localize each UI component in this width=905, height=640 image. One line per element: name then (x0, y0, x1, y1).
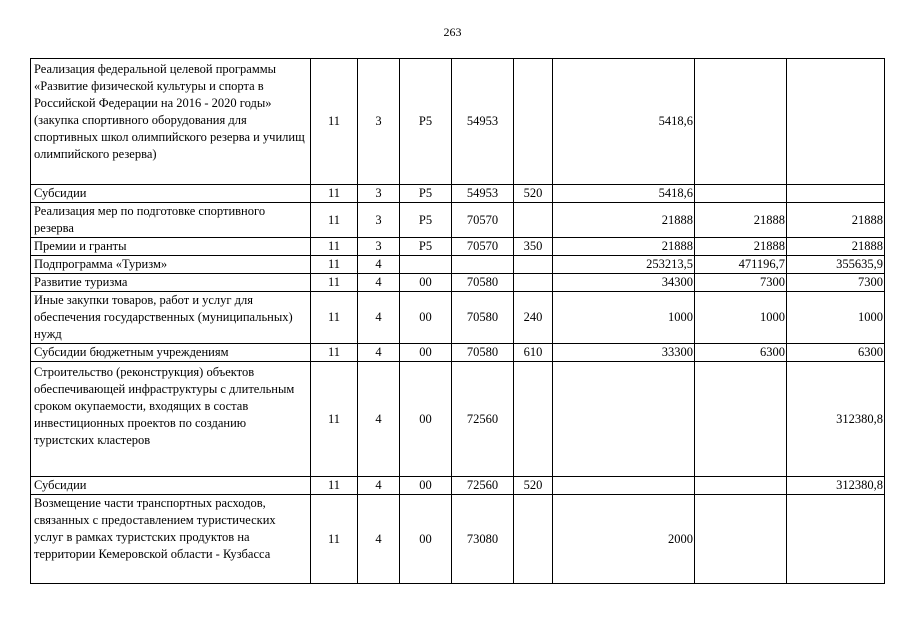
row-name: Подпрограмма «Туризм» (31, 256, 311, 274)
value-year-3 (787, 185, 885, 203)
value-year-1: 21888 (553, 203, 695, 238)
row-name: Реализация федеральной целевой программы «Развитие физической культуры и спорта в Российской Федерации на 2016 - 2020 годы» (закупка спортивного оборудования для спортивных школ олимпийского резерва и училищ олимпийского резерва) (31, 59, 311, 185)
target-code: 54953 (452, 59, 514, 185)
value-year-1: 33300 (553, 344, 695, 362)
value-year-1 (553, 362, 695, 477)
section-code: 11 (311, 292, 358, 344)
subsection-code: 4 (358, 292, 400, 344)
section-code: 11 (311, 256, 358, 274)
row-name: Развитие туризма (31, 274, 311, 292)
section-code: 11 (311, 203, 358, 238)
page-number: 263 (443, 25, 462, 39)
program-code: 00 (400, 344, 452, 362)
target-code: 70570 (452, 238, 514, 256)
value-year-2 (695, 59, 787, 185)
target-code: 54953 (452, 185, 514, 203)
expense-type-code: 350 (514, 238, 553, 256)
target-code: 72560 (452, 477, 514, 495)
subsection-code: 3 (358, 185, 400, 203)
value-year-1: 1000 (553, 292, 695, 344)
table-row (31, 274, 885, 292)
value-year-2: 21888 (695, 238, 787, 256)
value-year-2: 6300 (695, 344, 787, 362)
expense-type-code (514, 495, 553, 584)
program-code: 00 (400, 274, 452, 292)
value-year-3: 21888 (787, 238, 885, 256)
expense-type-code (514, 59, 553, 185)
subsection-code: 3 (358, 203, 400, 238)
subsection-code: 3 (358, 238, 400, 256)
program-code: Р5 (400, 238, 452, 256)
value-year-2: 7300 (695, 274, 787, 292)
value-year-1: 2000 (553, 495, 695, 584)
row-name: Премии и гранты (31, 238, 311, 256)
target-code (452, 256, 514, 274)
value-year-3: 312380,8 (787, 477, 885, 495)
target-code: 73080 (452, 495, 514, 584)
row-name: Субсидии (31, 185, 311, 203)
section-code: 11 (311, 344, 358, 362)
expense-type-code: 520 (514, 477, 553, 495)
value-year-1: 5418,6 (553, 59, 695, 185)
program-code: 00 (400, 495, 452, 584)
value-year-3 (787, 495, 885, 584)
subsection-code: 4 (358, 495, 400, 584)
expense-type-code (514, 256, 553, 274)
value-year-3: 7300 (787, 274, 885, 292)
value-year-1: 34300 (553, 274, 695, 292)
subsection-code: 4 (358, 362, 400, 477)
table-row (31, 185, 885, 203)
value-year-1: 5418,6 (553, 185, 695, 203)
program-code (400, 256, 452, 274)
target-code: 70580 (452, 274, 514, 292)
budget-table (30, 58, 885, 584)
expense-type-code (514, 362, 553, 477)
value-year-3 (787, 59, 885, 185)
value-year-2 (695, 362, 787, 477)
value-year-3: 312380,8 (787, 362, 885, 477)
value-year-3: 355635,9 (787, 256, 885, 274)
value-year-2: 1000 (695, 292, 787, 344)
row-name: Субсидии (31, 477, 311, 495)
target-code: 70580 (452, 292, 514, 344)
table-row (31, 362, 885, 477)
target-code: 72560 (452, 362, 514, 477)
program-code: Р5 (400, 185, 452, 203)
row-name: Строительство (реконструкция) объектов обеспечивающей инфраструктуры с длительным сроком окупаемости, входящих в состав инвестиционных проектов по созданию туристских кластеров (31, 362, 311, 477)
row-name: Возмещение части транспортных расходов, связанных с предоставлением туристических услуг в рамках туристских продуктов на территории Кемеровской области - Кузбасса (31, 495, 311, 584)
value-year-2: 21888 (695, 203, 787, 238)
row-name: Субсидии бюджетным учреждениям (31, 344, 311, 362)
table-row (31, 344, 885, 362)
expense-type-code (514, 274, 553, 292)
subsection-code: 3 (358, 59, 400, 185)
subsection-code: 4 (358, 274, 400, 292)
row-name: Реализация мер по подготовке спортивного резерва (31, 203, 311, 238)
table-row (31, 495, 885, 584)
expense-type-code: 240 (514, 292, 553, 344)
value-year-3: 6300 (787, 344, 885, 362)
section-code: 11 (311, 362, 358, 477)
expense-type-code: 520 (514, 185, 553, 203)
value-year-2 (695, 495, 787, 584)
value-year-1 (553, 477, 695, 495)
section-code: 11 (311, 495, 358, 584)
table-row (31, 256, 885, 274)
section-code: 11 (311, 59, 358, 185)
program-code: Р5 (400, 203, 452, 238)
subsection-code: 4 (358, 344, 400, 362)
section-code: 11 (311, 238, 358, 256)
subsection-code: 4 (358, 477, 400, 495)
value-year-3: 21888 (787, 203, 885, 238)
table-row (31, 238, 885, 256)
section-code: 11 (311, 185, 358, 203)
value-year-2: 471196,7 (695, 256, 787, 274)
section-code: 11 (311, 274, 358, 292)
value-year-3: 1000 (787, 292, 885, 344)
row-name: Иные закупки товаров, работ и услуг для обеспечения государственных (муниципальных) нужд (31, 292, 311, 344)
value-year-2 (695, 185, 787, 203)
expense-type-code: 610 (514, 344, 553, 362)
expense-type-code (514, 203, 553, 238)
subsection-code: 4 (358, 256, 400, 274)
program-code: Р5 (400, 59, 452, 185)
program-code: 00 (400, 362, 452, 477)
table-row (31, 292, 885, 344)
table-row (31, 203, 885, 238)
table-row (31, 477, 885, 495)
value-year-1: 21888 (553, 238, 695, 256)
value-year-2 (695, 477, 787, 495)
table-row (31, 59, 885, 185)
target-code: 70570 (452, 203, 514, 238)
section-code: 11 (311, 477, 358, 495)
program-code: 00 (400, 477, 452, 495)
target-code: 70580 (452, 344, 514, 362)
program-code: 00 (400, 292, 452, 344)
value-year-1: 253213,5 (553, 256, 695, 274)
